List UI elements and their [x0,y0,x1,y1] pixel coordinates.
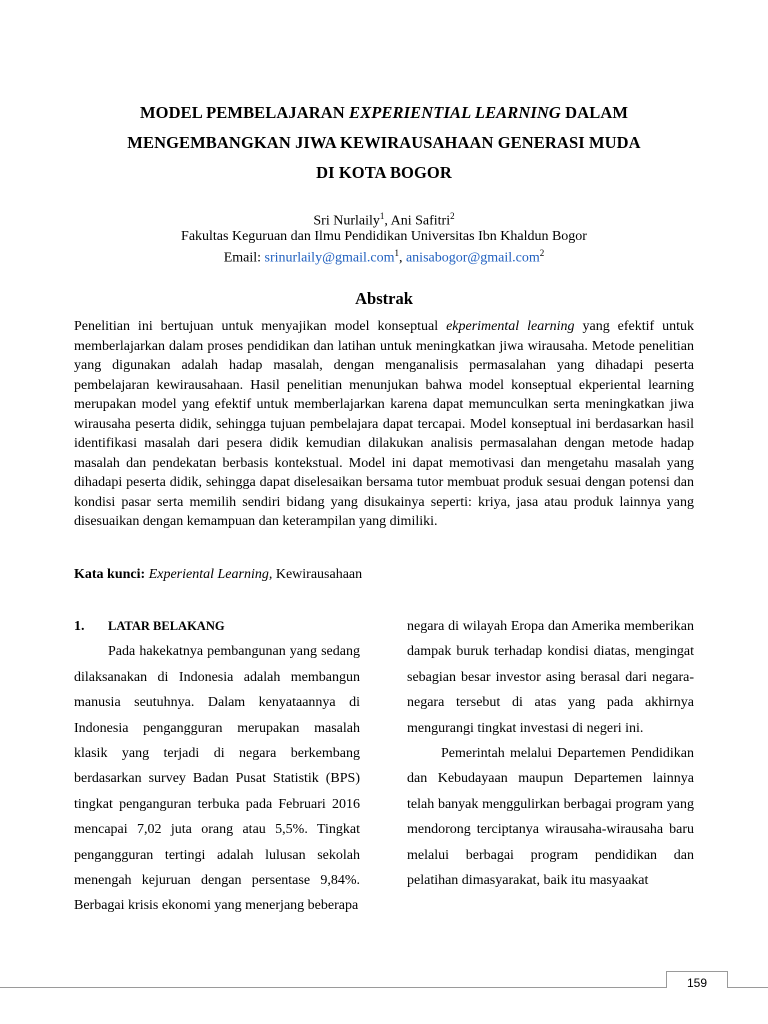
email-link-1[interactable]: srinurlaily@gmail.com [264,250,395,266]
title-text: MODEL PEMBELAJARAN [139,103,350,122]
title-italic-term: EXPERIENTIAL LEARNING [349,103,561,122]
keyword-italic: Experiental Learning, [148,567,273,582]
email-label: Email: [223,250,265,266]
title-line-3: DI KOTA BOGOR [316,163,452,182]
paragraph-continued: negara di wilayah Eropa dan Amerika memberikan dampak buruk terhadap kondisi diatas, mengingat sebagian besar investor asing berasal dari negara-negara tersebut di atas yang pada akhirnya mengurangi tingkat investasi di negeri ini. [407,619,694,736]
title-line-2: MENGEMBANGKAN JIWA KEWIRAUSAHAAN GENERASI MUDA [127,133,641,152]
abstract-body [74,317,694,532]
paragraph: Pemerintah melalui Departemen Pendidikan dan Kebudayaan maupun Departemen lainnya telah banyak menggulirkan berbagai program yang mendorong terciptanya wirausaha-wirausaha baru melalui berbagai program pendidikan dan pelatihan dimasyarakat, baik itu masyaakat [407,746,694,889]
title-line-1 [60,98,708,128]
author-list [60,208,708,230]
author-separator: , [384,213,391,229]
email-mark: 1 [394,248,399,258]
abstract-italic-term: ekperimental learning [446,319,575,334]
email-line [60,245,708,267]
author-affiliation-mark: 2 [450,211,455,221]
keywords-line [74,567,694,583]
paper-title [60,98,708,188]
email-mark: 2 [539,248,545,258]
abstract-heading: Abstrak [355,289,413,308]
paragraph: Pada hakekatnya pembangunan yang sedang dilaksanakan di Indonesia adalah membangun manusia seutuhnya. Dalam kenyataannya di Indonesia pengangguran merupakan masalah klasik yang terjadi di negara berkembang berdasarkan survey Badan Pusat Statistik (BPS) tingkat penganguran terbuka pada Februari 2016 mencapai 7,02 juta orang atau 5,5%. Tingkat pengangguran tertingi adalah lulusan sekolah menengah kejuruan dengan persentase 9,84%. Berbagai krisis ekonomi yang menerjang beberapa [74,644,360,914]
title-text: DALAM [560,103,629,122]
email-separator: , [398,250,406,266]
author-name: Ani Safitri [390,213,451,229]
author-name: Sri Nurlaily [313,213,380,229]
left-column [74,614,360,919]
email-link-2[interactable]: anisabogor@gmail.com [405,250,540,266]
affiliation: Fakultas Keguruan dan Ilmu Pendidikan Universitas Ibn Khaldun Bogor [181,229,587,244]
keyword: Kewirausahaan [275,567,363,582]
abstract-text: Penelitian ini bertujuan untuk menyajikan model konseptual [74,319,447,334]
section-title: LATAR BELAKANG [108,619,225,633]
keywords-label: Kata kunci: [74,567,146,582]
right-column [407,614,694,893]
author-affiliation-mark: 1 [379,211,385,221]
section-number: 1. [74,619,85,634]
page-number: 159 [666,971,728,988]
abstract-text: yang efektif untuk memberlajarkan dalam proses pendidikan dan latihan untuk meningkatkan jiwa wirausaha. Metode penelitian yang digunakan adalah hadap masalah, dengan menganalisis permasalahan yang dihadapi peserta pembelajaran kewirausahaan. Hasil penelitian menunjukan bahwa model konseptual ekperiental learning merupakan model yang efektif untuk memberlajarkan karena dapat memunculkan serta meningkatkan jiwa wirausaha peserta didik, sehingga tujuan pembelajara dapat tercapai. Model konseptual ini berdasarkan hasil identifikasi masalah dari pesera didik kemudian dilakukan analisis permasalahan dengan metode hadap masalah dan pendekatan berbasis kontekstual. Model ini dapat memotivasi dan mengetahu masalah yang dihadapi peserta didik, sehingga dapat diselesaikan bersama tutor membuat produk sesuai dengan potensi dan kondisi pasar serta memilih sendiri bidang yang disukainya seperti: kriya, jasa atau produk lainnya yang disesuaikan dengan kemampuan dan keterampilan yang dimiliki. [74,319,695,529]
section-heading [74,614,360,639]
footer-rule [0,987,768,988]
